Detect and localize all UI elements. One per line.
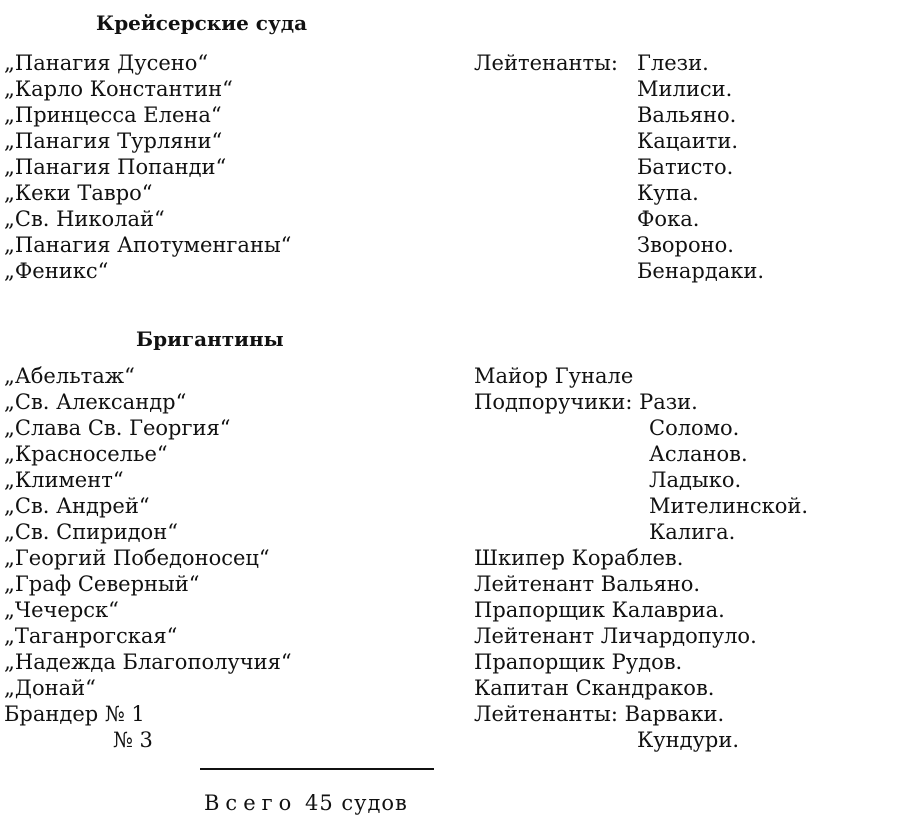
- commander-name: Капитан Скандраков.: [474, 676, 715, 700]
- commander-name: Лейтенант Вальяно.: [474, 572, 701, 596]
- heading-cruisers: Крейсерские суда: [96, 11, 308, 35]
- commander-name: Соломо.: [649, 416, 740, 440]
- officer-name: Звороно.: [637, 233, 734, 257]
- ship-name: „Слава Св. Георгия“: [4, 416, 231, 440]
- ship-name: „Св. Андрей“: [4, 494, 150, 518]
- heading-brigantines: Бригантины: [136, 327, 284, 351]
- total-line: [204, 791, 408, 815]
- officer-name: Батисто.: [637, 155, 734, 179]
- brigantine-ship-list: [4, 363, 292, 753]
- ship-name: „Красноселье“: [4, 442, 168, 466]
- ship-name: „Феникс“: [4, 259, 109, 283]
- ship-name: „Св. Николай“: [4, 207, 165, 231]
- commander-name: Калига.: [649, 520, 736, 544]
- officer-name: Бенардаки.: [637, 259, 765, 283]
- officer-name: Кацаити.: [637, 129, 739, 153]
- officer-name: Фока.: [637, 207, 700, 231]
- ship-name: „Донай“: [4, 676, 96, 700]
- officer-name: Милиси.: [637, 77, 733, 101]
- brigantine-commander-list: [474, 363, 808, 753]
- ship-name: „Карло Константин“: [4, 77, 233, 101]
- ship-name: „Таганрогская“: [4, 624, 178, 648]
- ship-name: „Граф Северный“: [4, 572, 200, 596]
- cruiser-ship-list: [4, 50, 291, 284]
- commander-name: Кундури.: [637, 728, 740, 752]
- commander-name: Прапорщик Калавриа.: [474, 598, 725, 622]
- ship-name: „Чечерск“: [4, 598, 119, 622]
- commander-name: Прапорщик Рудов.: [474, 650, 683, 674]
- commander-name: Асланов.: [649, 442, 748, 466]
- ship-name: „Абельтаж“: [4, 364, 135, 388]
- cruiser-officer-list: [637, 50, 764, 284]
- ship-name: „Принцесса Елена“: [4, 103, 222, 127]
- ship-name: „Климент“: [4, 468, 124, 492]
- ship-name: „Панагия Дусено“: [4, 51, 209, 75]
- ship-name: „Панагия Попанди“: [4, 155, 227, 179]
- total-count: 45 судов: [304, 791, 408, 815]
- ship-name: „Панагия Турляни“: [4, 129, 223, 153]
- commander-name: Майор Гунале: [474, 364, 634, 388]
- ship-name: „Кеки Тавро“: [4, 181, 153, 205]
- divider-rule: [200, 768, 434, 770]
- total-word: Всего: [204, 791, 298, 815]
- ship-name: „Панагия Апотуменганы“: [4, 233, 292, 257]
- ship-name: „Георгий Победоносец“: [4, 546, 270, 570]
- ship-name: „Надежда Благополучия“: [4, 650, 292, 674]
- ship-name: „Св. Александр“: [4, 390, 187, 414]
- officer-name: Вальяно.: [637, 103, 737, 127]
- officer-name: Глези.: [637, 51, 709, 75]
- cruiser-officers-prefix: Лейтенанты:: [474, 51, 618, 75]
- commander-name: Лейтенанты: Варваки.: [474, 702, 725, 726]
- ship-name: № 3: [113, 728, 153, 752]
- commander-name: Лейтенант Личардопуло.: [474, 624, 757, 648]
- ship-name: „Св. Спиридон“: [4, 520, 178, 544]
- commander-name: Мителинской.: [649, 494, 809, 518]
- officer-name: Купа.: [637, 181, 699, 205]
- commander-name: Подпоручики: Рази.: [474, 390, 698, 414]
- commander-name: Шкипер Кораблев.: [474, 546, 684, 570]
- commander-name: Ладыко.: [649, 468, 742, 492]
- ship-name: Брандер № 1: [4, 702, 145, 726]
